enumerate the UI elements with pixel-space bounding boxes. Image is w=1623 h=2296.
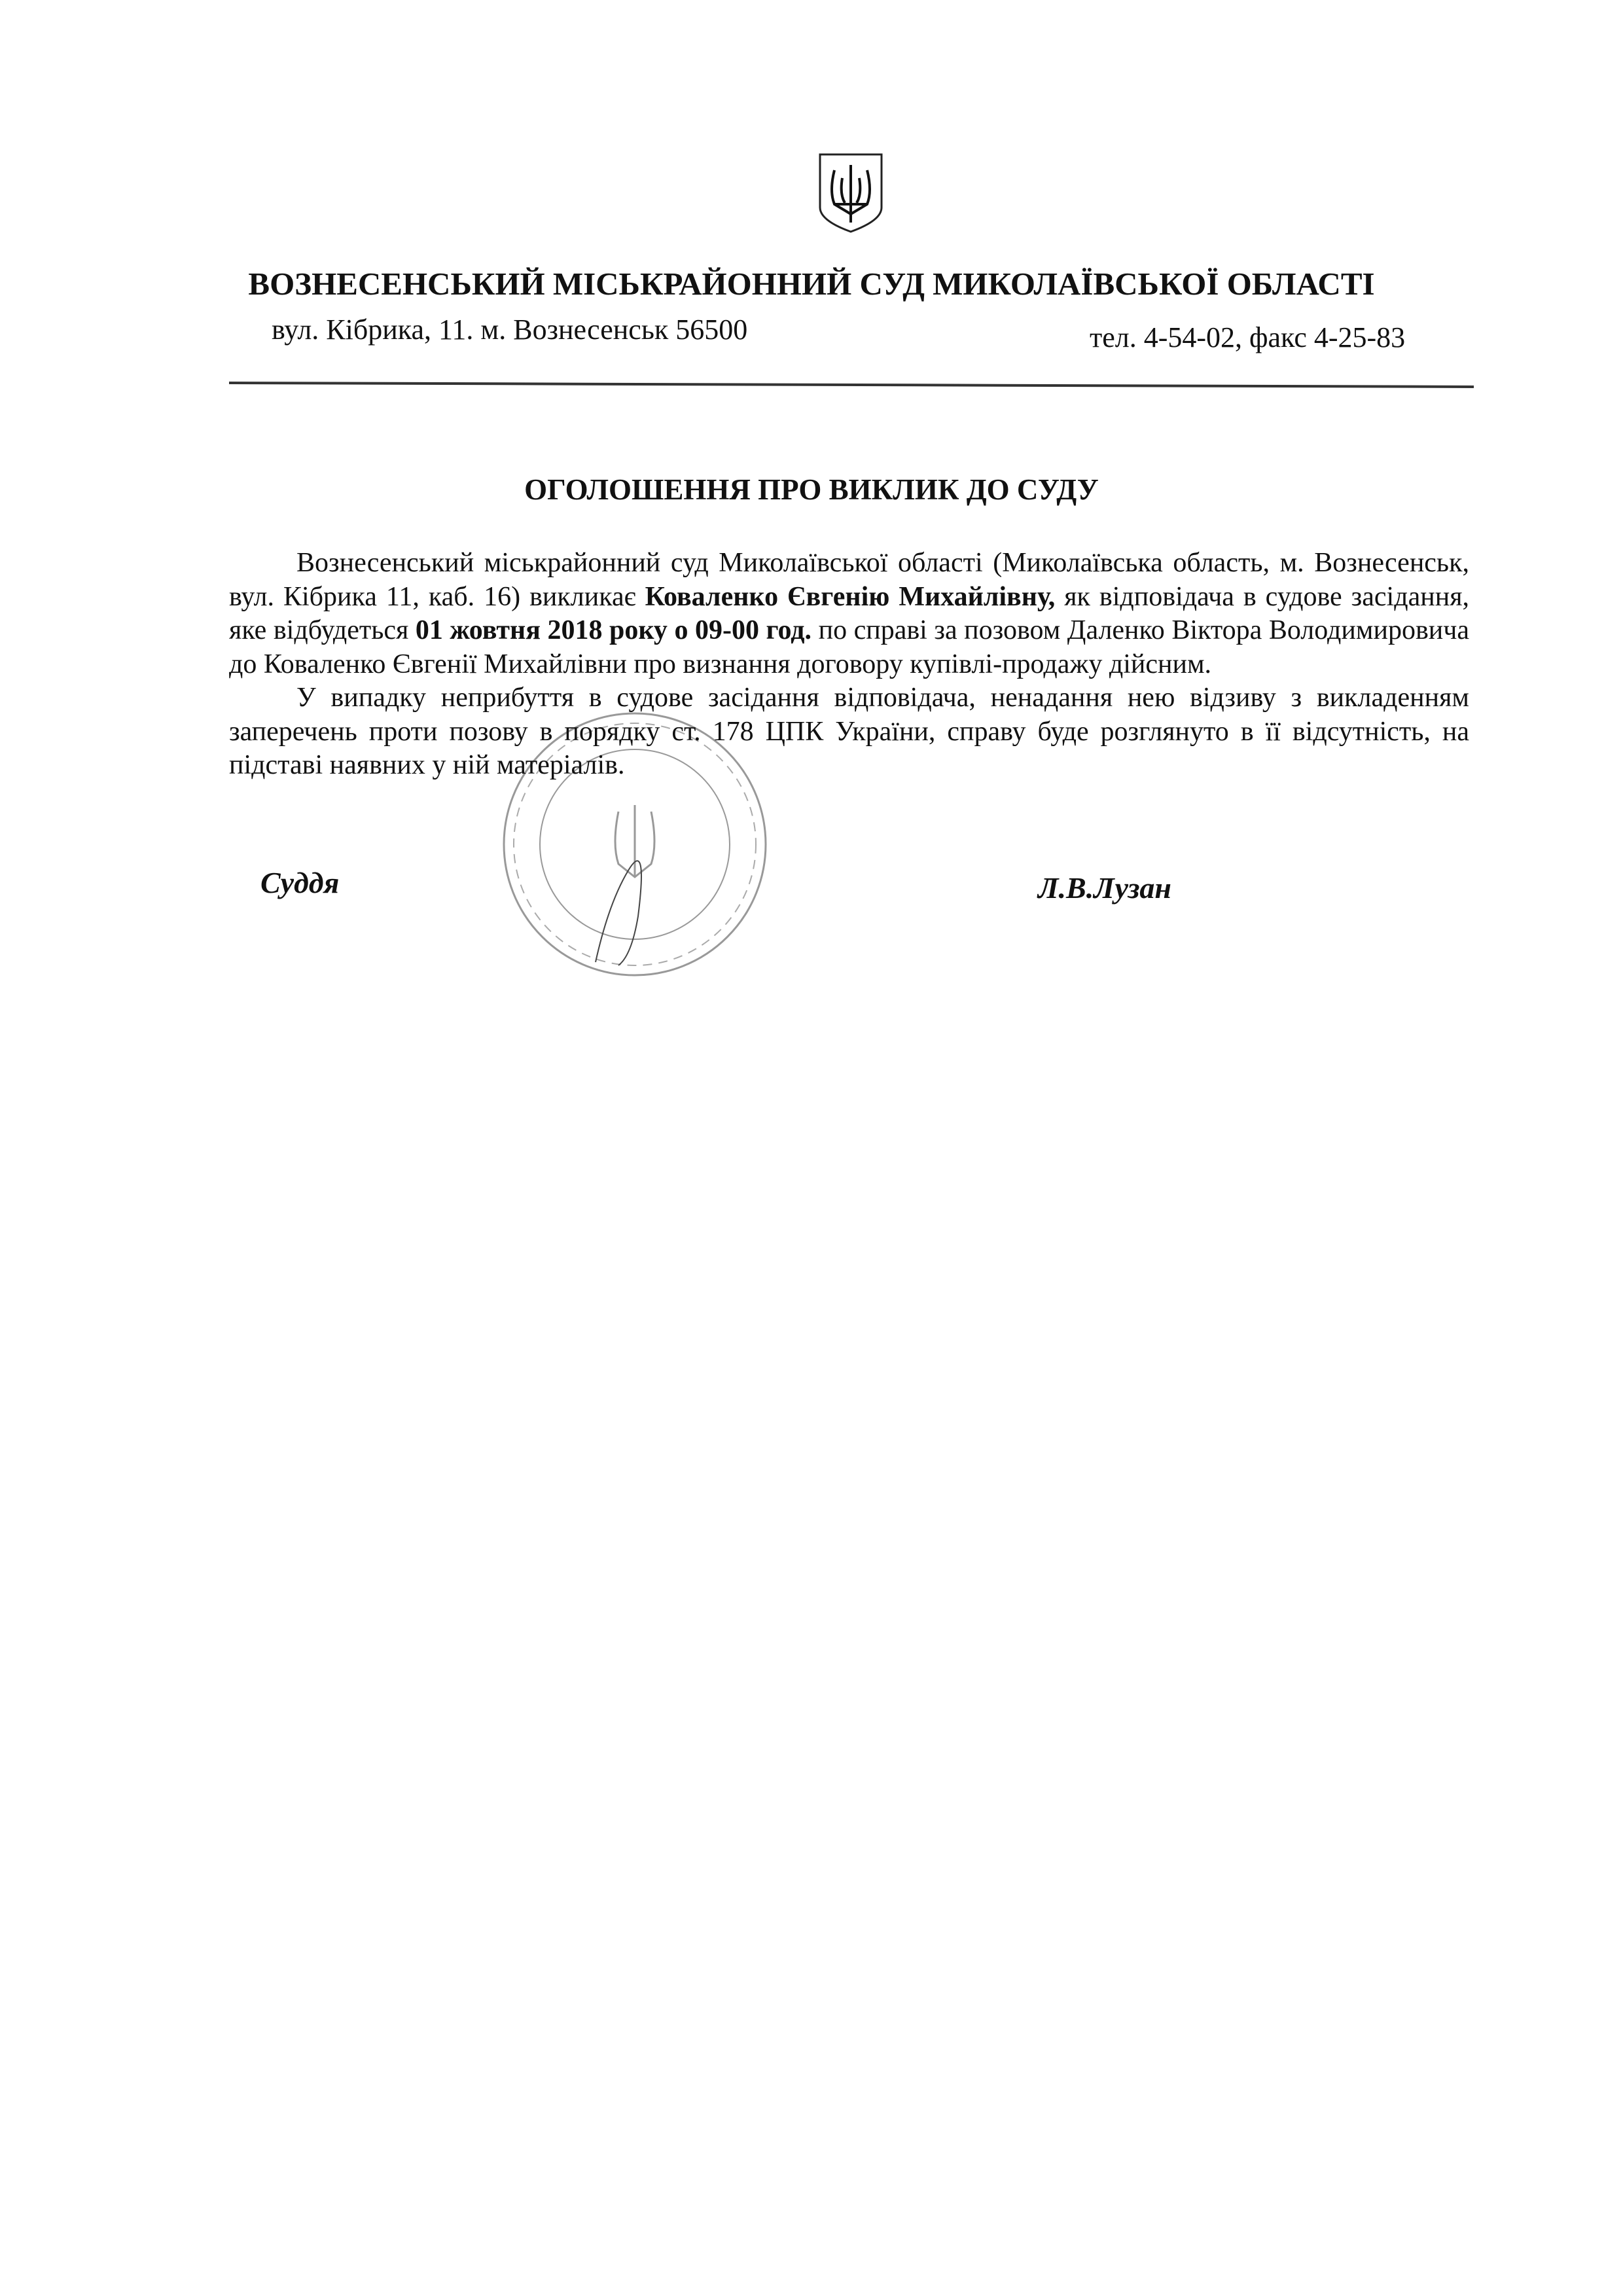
text: як відповідача в судове засідання, яке відбудеться: [229, 581, 1470, 645]
coat-of-arms-icon: [815, 152, 887, 234]
document-title: ОГОЛОШЕННЯ ПРО ВИКЛИК ДО СУДУ: [524, 473, 1099, 506]
hearing-date: 01 жовтня 2018 року о 09-00 год.: [415, 615, 812, 645]
text: Вознесенський міськрайонний суд Миколаївської області (Миколаївська область, м. Вознесенськ, вул. Кібрика 11, каб. 16) викликає: [229, 548, 1469, 612]
court-phone: тел. 4-54-02, факс 4-25-83: [1090, 321, 1406, 353]
header-divider: [229, 382, 1474, 388]
judge-label: Суддя: [260, 866, 340, 899]
judge-name: Л.В.Лузан: [1038, 871, 1171, 905]
court-address: вул. Кібрика, 11. м. Вознесенськ 56500: [272, 314, 748, 346]
document-body: [229, 547, 1469, 783]
text: по справі за позовом Даленко Віктора Володимировича до Коваленко Євгенії Михайлівни про визнання договору купівлі-продажу дійсним.: [229, 615, 1470, 679]
court-name: ВОЗНЕСЕНСЬКИЙ МІСЬКРАЙОННИЙ СУД МИКОЛАЇВСЬКОЇ ОБЛАСТІ: [248, 266, 1375, 302]
paragraph-summons: [229, 547, 1469, 681]
paragraph-consequences: У випадку неприбуття в судове засідання відповідача, ненадання нею відзиву з викладенням заперечень проти позову в порядку ст. 178 ЦПК України, справу буде розглянуто в її відсутність, на підставі наявних у ній матеріалів.: [229, 683, 1469, 780]
defendant-name: Коваленко Євгенію Михайлівну,: [645, 581, 1056, 612]
